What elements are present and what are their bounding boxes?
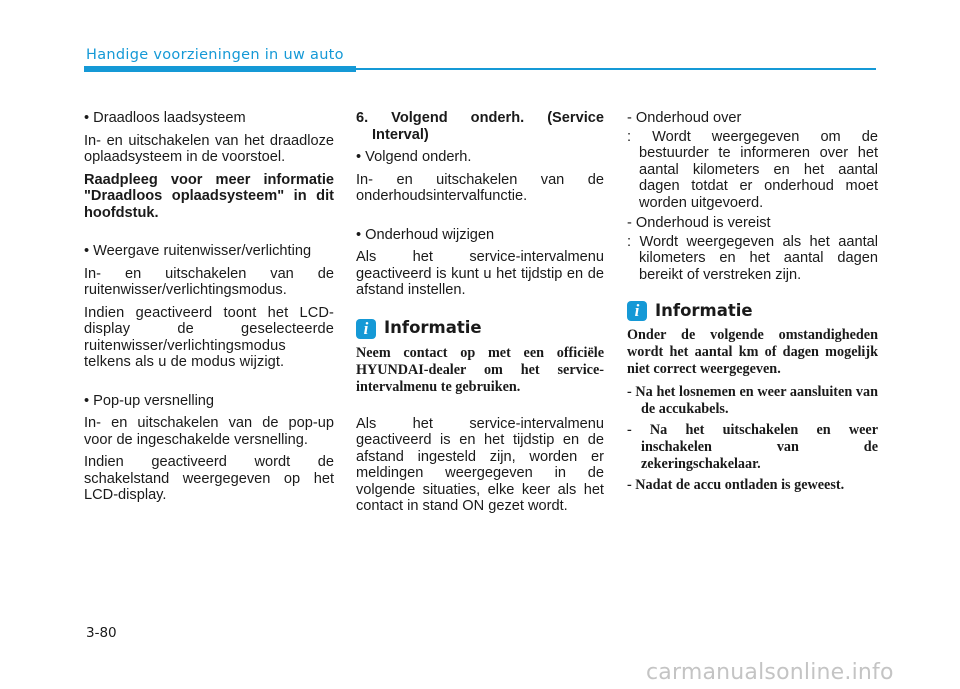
info-heading bbox=[627, 301, 878, 321]
paragraph: In- en uitschakelen van de pop-up voor de ingeschakelde versnelling. bbox=[84, 415, 334, 448]
item-label-service-required: - Onderhoud is vereist bbox=[627, 215, 771, 231]
info-text: Neem contact op met een officiële HYUNDAI-dealer om het service-intervalmenu te gebruiken. bbox=[356, 344, 604, 395]
paragraph: Indien geactiveerd wordt de schakelstand weergegeven op het LCD-display. bbox=[84, 454, 334, 503]
header-accent-bar bbox=[84, 66, 356, 72]
column-2 bbox=[356, 110, 604, 515]
section-title-service-interval: 6. Volgend onderh. (Service Interval) bbox=[356, 110, 604, 143]
note-bold: Raadpleeg voor meer informatie "Draadloos oplaadsysteem" in dit hoofdstuk. bbox=[84, 171, 334, 221]
watermark: carmanualsonline.info bbox=[646, 660, 894, 685]
paragraph: In- en uitschakelen van de ruitenwisser/verlichtingsmodus. bbox=[84, 265, 334, 298]
item-text: : Wordt weergegeven als het aantal kilometers en het aantal dagen bereikt of verstreken zijn. bbox=[627, 233, 878, 283]
info-icon: i bbox=[356, 319, 376, 339]
info-heading bbox=[356, 319, 604, 339]
paragraph: Indien geactiveerd toont het LCD-display de geselecteerde ruitenwisser/verlichtingsmodus telkens als u de modus wijzigt. bbox=[84, 304, 334, 370]
bullet-title-next-service: • Volgend onderh. bbox=[356, 149, 472, 165]
page-number: 3-80 bbox=[86, 625, 117, 641]
item-text: : Wordt weergegeven om de bestuurder te informeren over het aantal kilometers en het aantal dagen totdat er onderhoud moet worden uitgevoerd. bbox=[627, 128, 878, 211]
section-header-title: Handige voorzieningen in uw auto bbox=[86, 47, 344, 63]
paragraph: In- en uitschakelen van de onderhoudsintervalfunctie. bbox=[356, 171, 604, 204]
bullet-title-change-service: • Onderhoud wijzigen bbox=[356, 226, 495, 243]
info-title: Informatie bbox=[384, 318, 482, 338]
info-text: Onder de volgende omstandigheden wordt het aantal km of dagen mogelijk niet correct weergegeven. bbox=[627, 327, 878, 377]
column-3 bbox=[627, 110, 878, 494]
paragraph: Als het service-intervalmenu geactiveerd is kunt u het tijdstip en de afstand instellen. bbox=[356, 249, 604, 298]
bullet-title-popup-gear: • Pop-up versnelling bbox=[84, 392, 215, 409]
column-1 bbox=[84, 110, 334, 504]
list-item: - Na het uitschakelen en weer inschakelen van de zekeringschakelaar. bbox=[627, 422, 878, 472]
header-rule bbox=[356, 68, 876, 70]
bullet-title-wireless-charging: • Draadloos laadsysteem bbox=[84, 110, 246, 126]
bullet-title-wiper-lights: • Weergave ruitenwisser/verlichting bbox=[84, 243, 312, 259]
info-icon: i bbox=[627, 301, 647, 321]
list-item: - Na het losnemen en weer aansluiten van de accukabels. bbox=[627, 384, 878, 417]
info-title: Informatie bbox=[655, 300, 753, 320]
item-label-service-due: - Onderhoud over bbox=[627, 110, 742, 126]
paragraph: Als het service-intervalmenu geactiveerd is en het tijdstip en de afstand ingesteld zijn, worden er meldingen weergegeven in de volgende situaties, elke keer als het contact in stand ON gezet wordt. bbox=[356, 415, 604, 514]
paragraph: In- en uitschakelen van het draadloze oplaadsysteem in de voorstoel. bbox=[84, 132, 334, 165]
list-item: - Nadat de accu ontladen is geweest. bbox=[627, 477, 845, 493]
